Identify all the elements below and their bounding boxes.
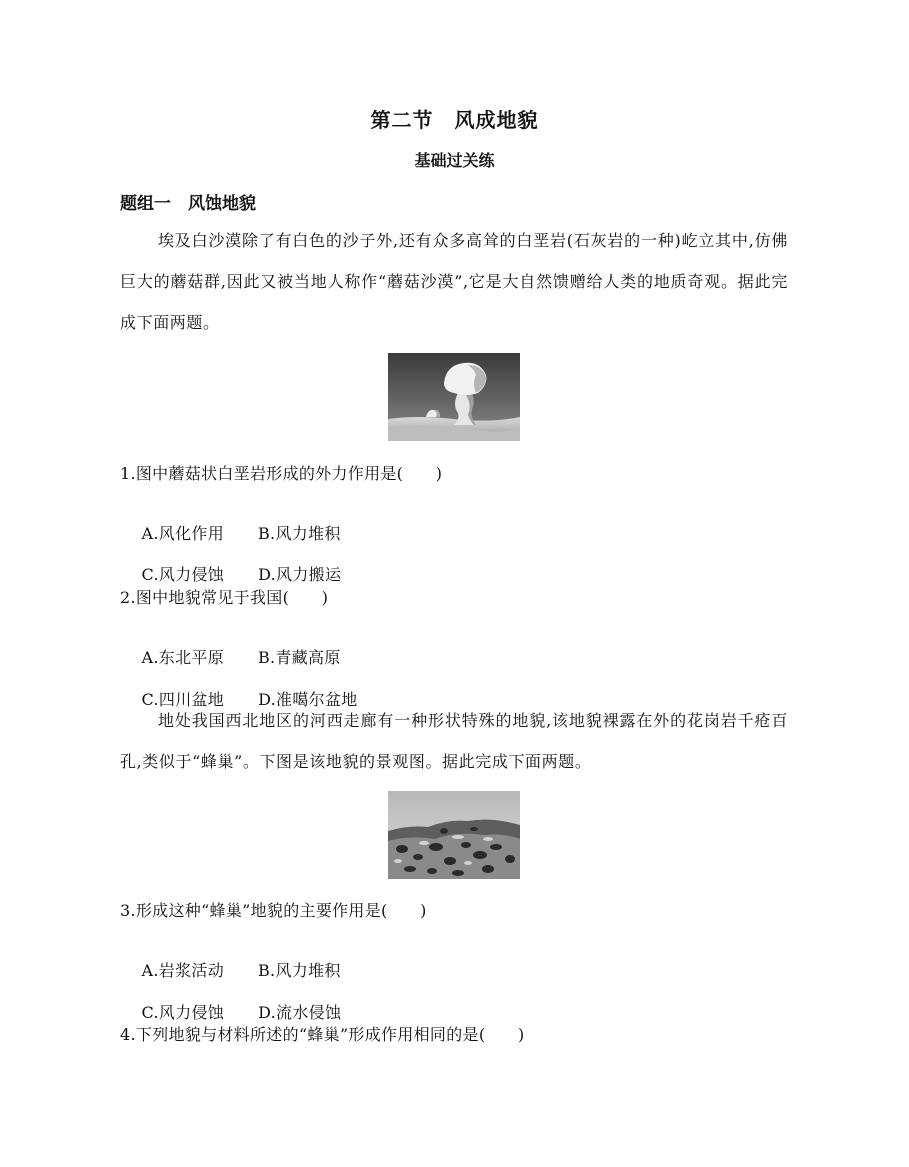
option-q3-c[interactable]: C.风力侵蚀	[141, 1003, 225, 1022]
option-q1-b[interactable]: B.风力堆积	[258, 524, 341, 543]
question-2-stem: 2.图中地貌常见于我国( )	[120, 588, 329, 607]
option-q3-a[interactable]: A.岩浆活动	[141, 961, 224, 980]
mushroom-rock-photo	[388, 353, 520, 441]
section-heading: 题组一 风蚀地貌	[120, 194, 256, 214]
question-4-stem: 4.下列地貌与材料所述的“蜂巢”形成作用相同的是( )	[120, 1025, 525, 1044]
option-q2-b[interactable]: B.青藏高原	[258, 648, 341, 667]
option-q2-c[interactable]: C.四川盆地	[141, 690, 225, 709]
passage-1: 埃及白沙漠除了有白色的沙子外,还有众多高耸的白垩岩(石灰岩的一种)屹立其中,仿佛巨大的蘑菇群,因此又被当地人称作“蘑菇沙漠”,它是大自然馈赠给人类的地质奇观。据此完成下面两题。	[120, 231, 788, 332]
passage-2: 地处我国西北地区的河西走廊有一种形状特殊的地貌,该地貌裸露在外的花岗岩千疮百孔,类似于“蜂巢”。下图是该地貌的景观图。据此完成下面两题。	[120, 711, 788, 771]
page-title: 第二节 风成地貌	[370, 108, 539, 132]
option-q3-b[interactable]: B.风力堆积	[258, 961, 341, 980]
option-q1-a[interactable]: A.风化作用	[141, 524, 224, 543]
honeycomb-rock-photo	[388, 791, 520, 879]
option-q2-d[interactable]: D.准噶尔盆地	[258, 690, 358, 709]
option-q2-a[interactable]: A.东北平原	[141, 648, 224, 667]
option-q1-c[interactable]: C.风力侵蚀	[141, 565, 225, 584]
option-q1-d[interactable]: D.风力搬运	[258, 565, 342, 584]
question-1-stem: 1.图中蘑菇状白垩岩形成的外力作用是( )	[120, 464, 443, 483]
question-3-stem: 3.形成这种“蜂巢”地貌的主要作用是( )	[120, 901, 427, 920]
page-subtitle: 基础过关练	[414, 151, 495, 170]
option-q3-d[interactable]: D.流水侵蚀	[258, 1003, 342, 1022]
